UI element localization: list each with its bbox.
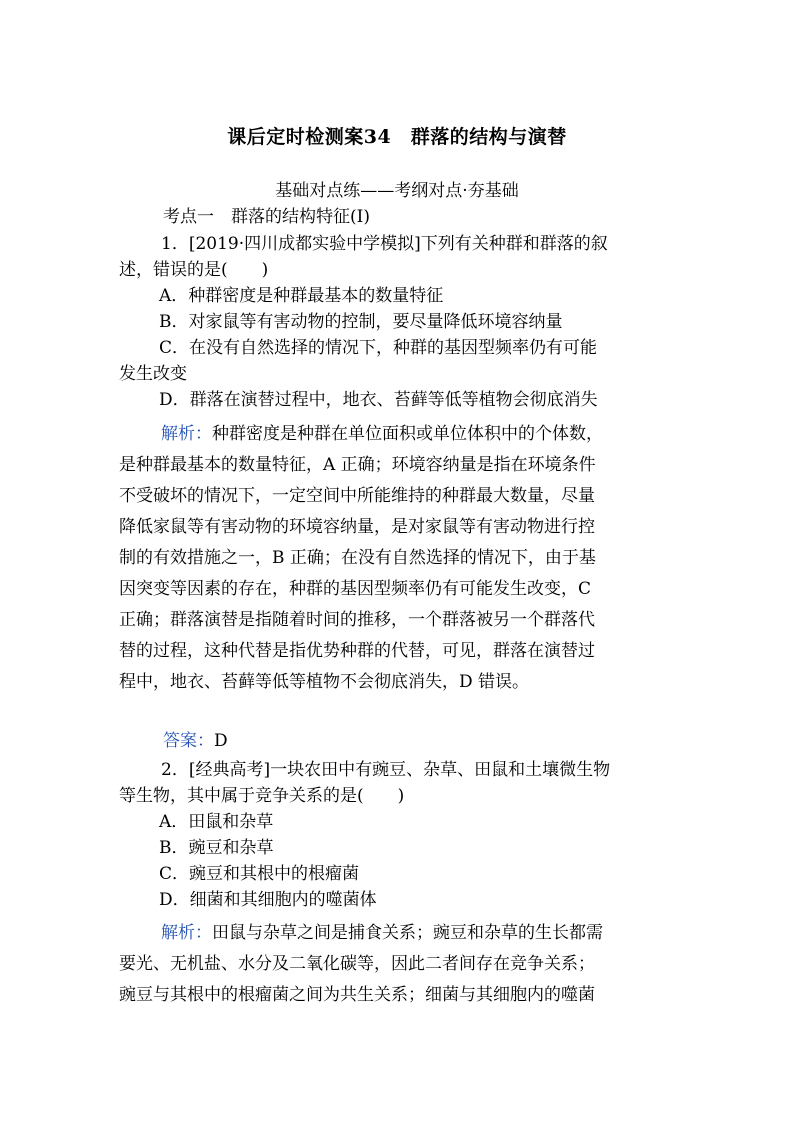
question-2 <box>119 757 675 913</box>
analysis-text: 程中，地衣、苔藓等低等植物不会彻底消失，D 错误。 <box>119 672 530 692</box>
question-1-analysis <box>119 419 675 698</box>
question-2-stem: 2．[经典高考]一块农田中有豌豆、杂草、田鼠和土壤微生物 <box>161 760 611 780</box>
analysis-text: 正确；群落演替是指随着时间的推移，一个群落被另一个群落代 <box>119 610 595 630</box>
analysis-text: 降低家鼠等有害动物的环境容纳量，是对家鼠等有害动物进行控 <box>119 517 595 537</box>
question-1-option-c-cont: 发生改变 <box>119 364 187 384</box>
analysis-text: 要光、无机盐、水分及二氧化碳等，因此二者间存在竞争关系； <box>119 954 595 974</box>
answer-value: D <box>214 731 228 751</box>
question-1 <box>119 231 675 413</box>
question-2-option-d: D．细菌和其细胞内的噬菌体 <box>159 890 377 910</box>
page-title: 课后定时检测案34 群落的结构与演替 <box>227 126 567 148</box>
analysis-text: 因突变等因素的存在，种群的基因型频率仍有可能发生改变，C <box>119 579 592 599</box>
topic-heading: 考点一 群落的结构特征(Ⅰ) <box>163 207 370 227</box>
analysis-text: 替的过程，这种代替是指优势种群的代替，可见，群落在演替过 <box>119 641 595 661</box>
question-2-stem-cont: 等生物，其中属于竞争关系的是( ) <box>119 786 405 806</box>
question-2-analysis <box>119 918 675 1011</box>
analysis-text: 是种群最基本的数量特征，A 正确；环境容纳量是指在环境条件 <box>119 455 596 475</box>
question-2-option-b: B．豌豆和杂草 <box>159 838 274 858</box>
question-1-option-d: D．群落在演替过程中，地衣、苔藓等低等植物会彻底消失 <box>159 390 598 410</box>
analysis-text: 制的有效措施之一，B 正确；在没有自然选择的情况下，由于基 <box>119 548 596 568</box>
analysis-label: 解析： <box>161 424 212 444</box>
question-2-option-c: C．豌豆和其根中的根瘤菌 <box>159 864 360 884</box>
question-1-option-a: A．种群密度是种群最基本的数量特征 <box>159 286 444 306</box>
question-1-answer <box>163 726 228 751</box>
section-subtitle: 基础对点练——考纲对点·夯基础 <box>275 181 519 201</box>
question-1-stem-cont: 述，错误的是( ) <box>119 260 269 280</box>
analysis-text: 种群密度是种群在单位面积或单位体积中的个体数， <box>212 424 603 444</box>
question-2-option-a: A．田鼠和杂草 <box>159 812 274 832</box>
analysis-text: 豌豆与其根中的根瘤菌之间为共生关系；细菌与其细胞内的噬菌 <box>119 985 595 1005</box>
question-1-stem: 1．[2019·四川成都实验中学模拟]下列有关种群和群落的叙 <box>161 234 608 254</box>
question-1-option-b: B．对家鼠等有害动物的控制，要尽量降低环境容纳量 <box>159 312 563 332</box>
answer-label: 答案： <box>163 731 214 751</box>
question-1-option-c: C．在没有自然选择的情况下，种群的基因型频率仍有可能 <box>159 338 598 358</box>
analysis-text: 田鼠与杂草之间是捕食关系；豌豆和杂草的生长都需 <box>212 923 603 943</box>
analysis-label: 解析： <box>161 923 212 943</box>
analysis-text: 不受破坏的情况下，一定空间中所能维持的种群最大数量，尽量 <box>119 486 595 506</box>
